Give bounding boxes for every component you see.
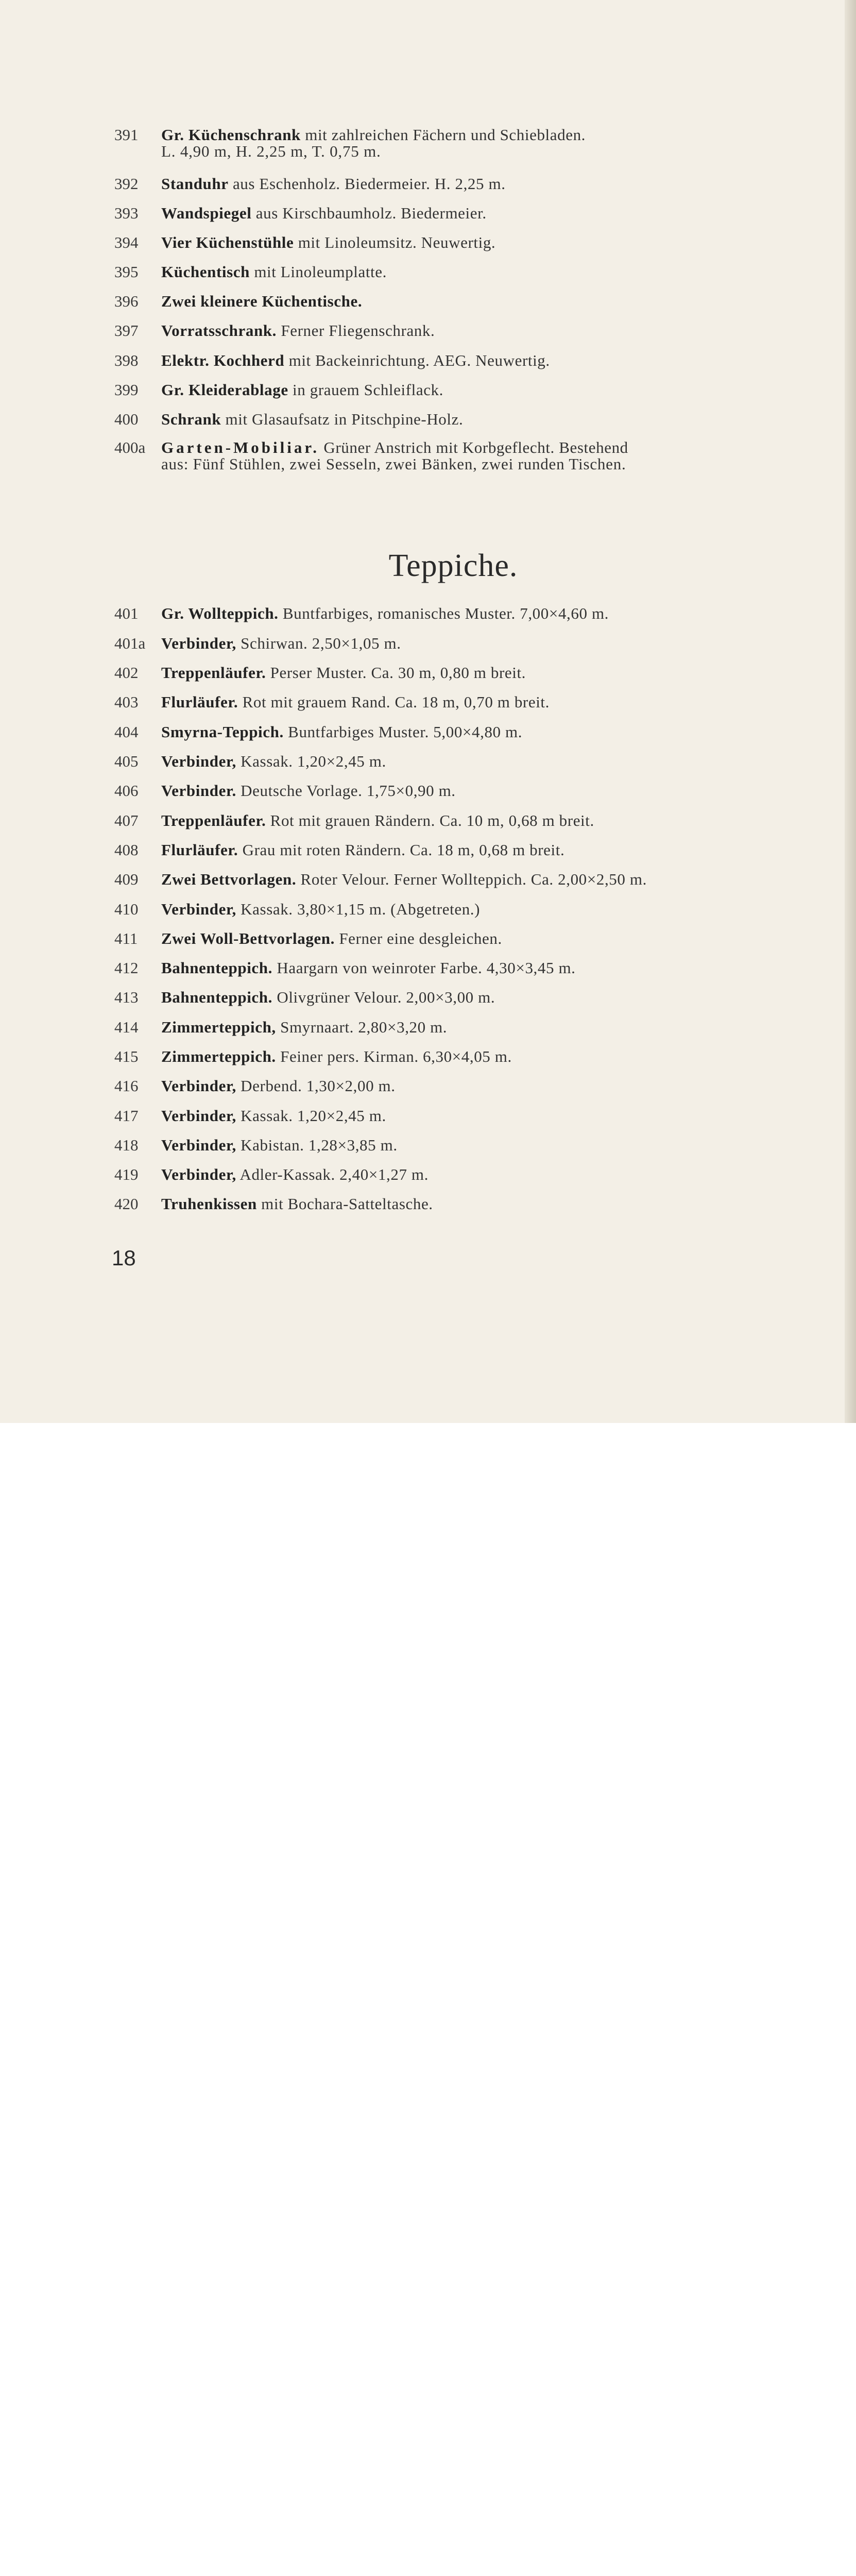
lot-number: 400 [114,410,139,428]
lot-description [161,439,805,456]
lot-number: 406 [114,782,139,800]
lot-title: Standuhr [161,175,229,193]
lot-number: 417 [114,1107,139,1125]
lot-details: Kassak. 1,20×2,45 m. [236,1107,386,1125]
lot-number: 411 [114,929,138,947]
page-edge-shadow [845,0,856,1423]
lot-description [161,126,805,143]
lot-number: 400a [114,438,146,456]
lot-description [161,635,805,652]
lot-description [161,841,805,858]
lot-details: Kabistan. 1,28×3,85 m. [236,1136,398,1154]
lot-number: 419 [114,1165,139,1183]
lot-title: Treppenläufer. [161,811,266,829]
lot-details: Kassak. 1,20×2,45 m. [236,752,386,770]
lot-details: Adler-Kassak. 2,40×1,27 m. [236,1165,429,1183]
lot-description [161,1195,805,1212]
lot-number: 413 [114,988,139,1006]
lot-details: Buntfarbiges, romanisches Muster. 7,00×4,60 m. [278,604,609,622]
section-heading: Teppiche. [388,548,518,583]
lot-number: 394 [114,233,139,251]
lot-title: Flurläufer. [161,841,238,859]
lot-title: Schrank [161,410,221,428]
lot-title: Bahnenteppich. [161,959,272,977]
footer-bar [0,1423,856,1485]
lot-number: 408 [114,841,139,859]
lot-description [161,1019,805,1036]
lot-description [161,664,805,681]
lot-description [161,753,805,770]
lot-details-continuation: L. 4,90 m, H. 2,25 m, T. 0,75 m. [161,142,381,160]
lot-number: 399 [114,381,139,399]
lot-details-continuation: aus: Fünf Stühlen, zwei Sesseln, zwei Bänken, zwei runden Tischen. [161,455,626,473]
lot-details: Haargarn von weinroter Farbe. 4,30×3,45 m. [272,959,576,977]
lot-title: Garten-Mobiliar. [161,438,320,456]
lot-details: mit Backeinrichtung. AEG. Neuwertig. [284,351,550,369]
lot-title: Verbinder, [161,634,236,652]
lot-title: Treppenläufer. [161,664,266,682]
lot-details: Olivgrüner Velour. 2,00×3,00 m. [272,988,495,1006]
lot-title: Flurläufer. [161,693,238,711]
lot-description [161,293,805,310]
lot-description [161,1107,805,1124]
lot-description [161,381,805,398]
lot-title: Truhenkissen [161,1195,257,1213]
lot-description [161,812,805,829]
lot-number: 409 [114,870,139,888]
lot-description [161,411,805,428]
lot-details: Kassak. 3,80×1,15 m. (Abgetreten.) [236,900,481,918]
lot-details: Grau mit roten Rändern. Ca. 18 m, 0,68 m breit. [238,841,565,859]
lot-number: 405 [114,752,139,770]
lot-title: Wandspiegel [161,204,252,222]
lot-number: 420 [114,1195,139,1213]
lot-details: Schirwan. 2,50×1,05 m. [236,634,401,652]
lot-details: aus Kirschbaumholz. Biedermeier. [251,204,487,222]
lot-details: Roter Velour. Ferner Wollteppich. Ca. 2,00×2,50 m. [296,870,647,888]
lot-number: 397 [114,321,139,340]
lot-details: mit Linoleumplatte. [249,263,387,281]
lot-title: Verbinder, [161,1077,236,1095]
lot-number: 416 [114,1077,139,1095]
lot-details: Grüner Anstrich mit Korbgeflecht. Bestehend [319,438,628,456]
lot-description [161,1077,805,1094]
lot-number: 410 [114,900,139,918]
lot-description [161,782,805,799]
lot-description [161,693,805,710]
lot-title: Zwei Bettvorlagen. [161,870,297,888]
lot-title: Smyrna-Teppich. [161,723,284,741]
lot-details: Smyrnaart. 2,80×3,20 m. [276,1018,448,1036]
lot-description [161,1137,805,1154]
lot-description [161,723,805,740]
lot-number: 396 [114,292,139,310]
lot-title: Vorratsschrank. [161,321,277,340]
lot-number: 392 [114,175,139,193]
lot-title: Gr. Wollteppich. [161,604,279,622]
lot-details: Feiner pers. Kirman. 6,30×4,05 m. [276,1047,512,1065]
lot-description [161,322,805,339]
lot-details: mit Glasaufsatz in Pitschpine-Holz. [221,410,464,428]
lot-number: 393 [114,204,139,222]
lot-description [161,352,805,369]
lot-title: Zwei Woll-Bettvorlagen. [161,929,335,947]
lot-number: 398 [114,351,139,369]
lot-number: 418 [114,1136,139,1154]
lot-number: 403 [114,693,139,711]
lot-description [161,930,805,947]
lot-title: Bahnenteppich. [161,988,272,1006]
lot-description [161,175,805,192]
lot-title: Verbinder, [161,1165,236,1183]
lot-title: Verbinder. [161,782,236,800]
lot-number: 407 [114,811,139,829]
lot-title: Zimmerteppich, [161,1018,276,1036]
lot-description [161,901,805,918]
lot-description [161,959,805,976]
lot-details: mit zahlreichen Fächern und Schiebladen. [300,126,586,144]
lot-description [161,605,805,622]
lot-details: Rot mit grauem Rand. Ca. 18 m, 0,70 m breit. [238,693,550,711]
lot-details: Rot mit grauen Rändern. Ca. 10 m, 0,68 m breit. [266,811,594,829]
lot-title: Verbinder, [161,752,236,770]
lot-description [161,234,805,251]
lot-details: Derbend. 1,30×2,00 m. [236,1077,396,1095]
lot-title: Gr. Küchenschrank [161,126,301,144]
lot-number: 395 [114,263,139,281]
lot-title: Verbinder, [161,900,236,918]
lot-number: 415 [114,1047,139,1065]
lot-title: Zimmerteppich. [161,1047,276,1065]
lot-number: 401 [114,604,139,622]
lot-title: Gr. Kleiderablage [161,381,288,399]
lot-description [161,1048,805,1065]
lot-details: aus Eschenholz. Biedermeier. H. 2,25 m. [228,175,506,193]
lot-details: Deutsche Vorlage. 1,75×0,90 m. [236,782,456,800]
lot-details: Ferner eine desgleichen. [334,929,502,947]
lot-title: Küchentisch [161,263,250,281]
lot-title: Vier Küchenstühle [161,233,294,251]
lot-number: 391 [114,126,139,144]
lot-description [161,989,805,1006]
lot-title: Verbinder, [161,1136,236,1154]
page-number: 18 [112,1246,136,1270]
lot-details: Ferner Fliegenschrank. [277,321,435,340]
lot-number: 404 [114,723,139,741]
lot-description [161,1166,805,1183]
lot-description [161,871,805,888]
lot-title: Verbinder, [161,1107,236,1125]
lot-number: 412 [114,959,139,977]
lot-details: mit Linoleumsitz. Neuwertig. [294,233,496,251]
lot-title: Zwei kleinere Küchentische. [161,292,363,310]
lot-description [161,263,805,280]
lot-title: Elektr. Kochherd [161,351,285,369]
lot-description [161,205,805,222]
lot-details: Buntfarbiges Muster. 5,00×4,80 m. [283,723,523,741]
lot-number: 402 [114,664,139,682]
lot-details: in grauem Schleiflack. [288,381,444,399]
lot-number: 401a [114,634,146,652]
lot-details: Perser Muster. Ca. 30 m, 0,80 m breit. [266,664,526,682]
lot-details: mit Bochara-Satteltasche. [256,1195,433,1213]
lot-number: 414 [114,1018,139,1036]
